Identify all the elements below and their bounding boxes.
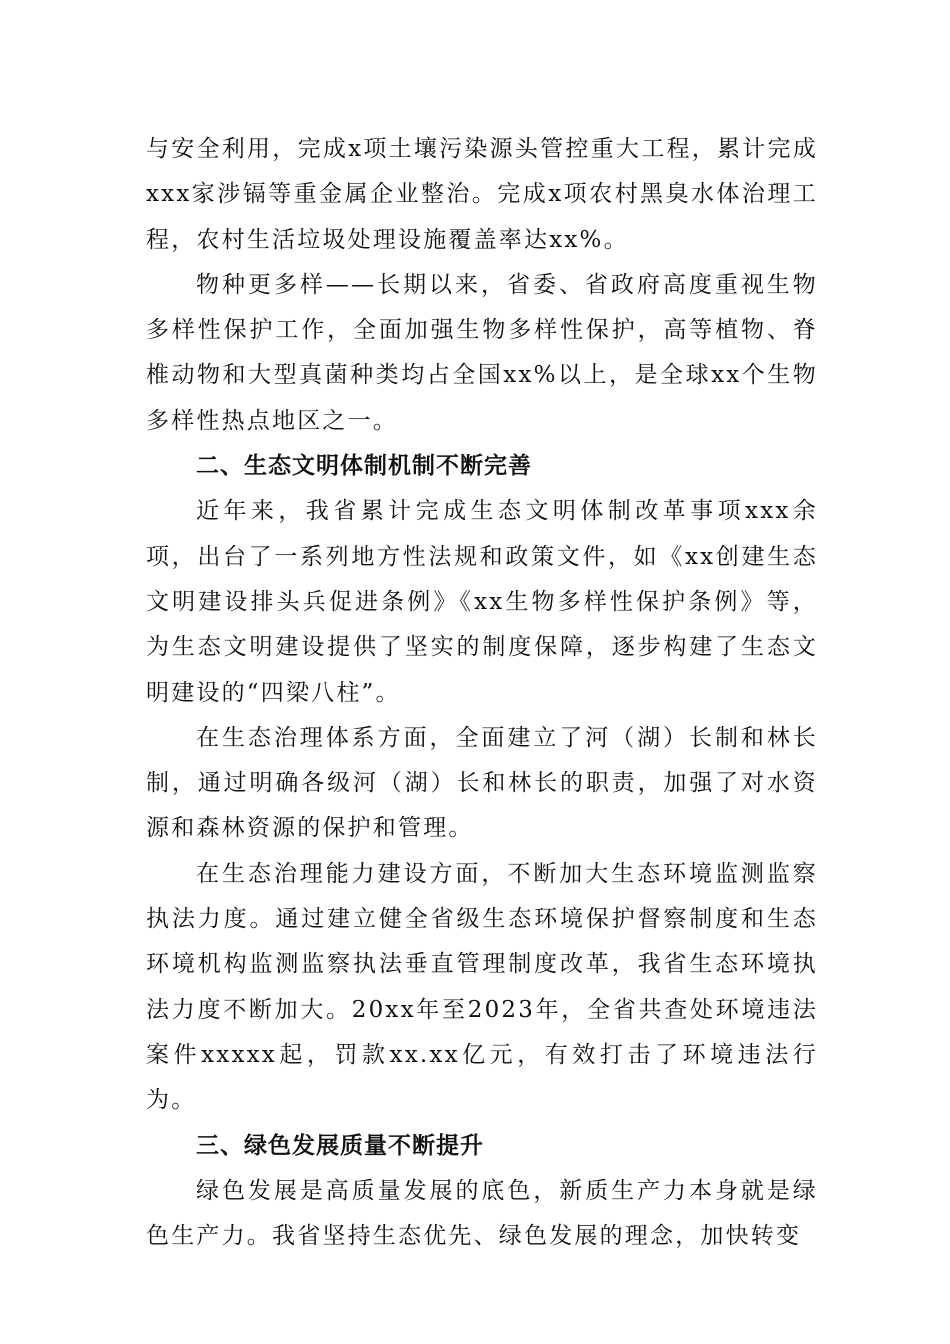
paragraph: 在生态治理体系方面，全面建立了河（湖）长制和林长制，通过明确各级河（湖）长和林长的职责，加强了对水资源和森林资源的保护和管理。 xyxy=(146,724,818,842)
paragraph: 与安全利用，完成x项土壤污染源头管控重大工程，累计完成xxx家涉镉等重金属企业整治。完成x项农村黑臭水体治理工程，农村生活垃圾处理设施覆盖率达xx%。 xyxy=(146,136,818,253)
document-body xyxy=(146,127,818,1259)
paragraph: 绿色发展是高质量发展的底色，新质生产力本身就是绿色生产力。我省坚持生态优先、绿色发展的理念，加快转变 xyxy=(146,1177,818,1250)
paragraph: 近年来，我省累计完成生态文明体制改革事项xxx余项，出台了一系列地方性法规和政策文件，如《xx创建生态文明建设排头兵促进条例》《xx生物多样性保护条例》等，为生态文明建设提供了坚实的制度保障，逐步构建了生态文明建设的“四梁八柱”。 xyxy=(146,498,818,706)
paragraph: 物种更多样——长期以来，省委、省政府高度重视生物多样性保护工作，全面加强生物多样性保护，高等植物、脊椎动物和大型真菌种类均占全国xx%以上，是全球xx个生物多样性热点地区之一。 xyxy=(146,271,818,434)
section-heading: 二、生态文明体制机制不断完善 xyxy=(196,453,532,480)
section-heading: 三、绿色发展质量不断提升 xyxy=(196,1132,484,1159)
paragraph: 在生态治理能力建设方面，不断加大生态环境监测监察执法力度。通过建立健全省级生态环境保护督察制度和生态环境机构监测监察执法垂直管理制度改革，我省生态环境执法力度不断加大。20xx年至2023年，全省共查处环境违法案件xxxxx起，罚款xx.xx亿元，有效打击了环境违法行为。 xyxy=(146,860,818,1114)
